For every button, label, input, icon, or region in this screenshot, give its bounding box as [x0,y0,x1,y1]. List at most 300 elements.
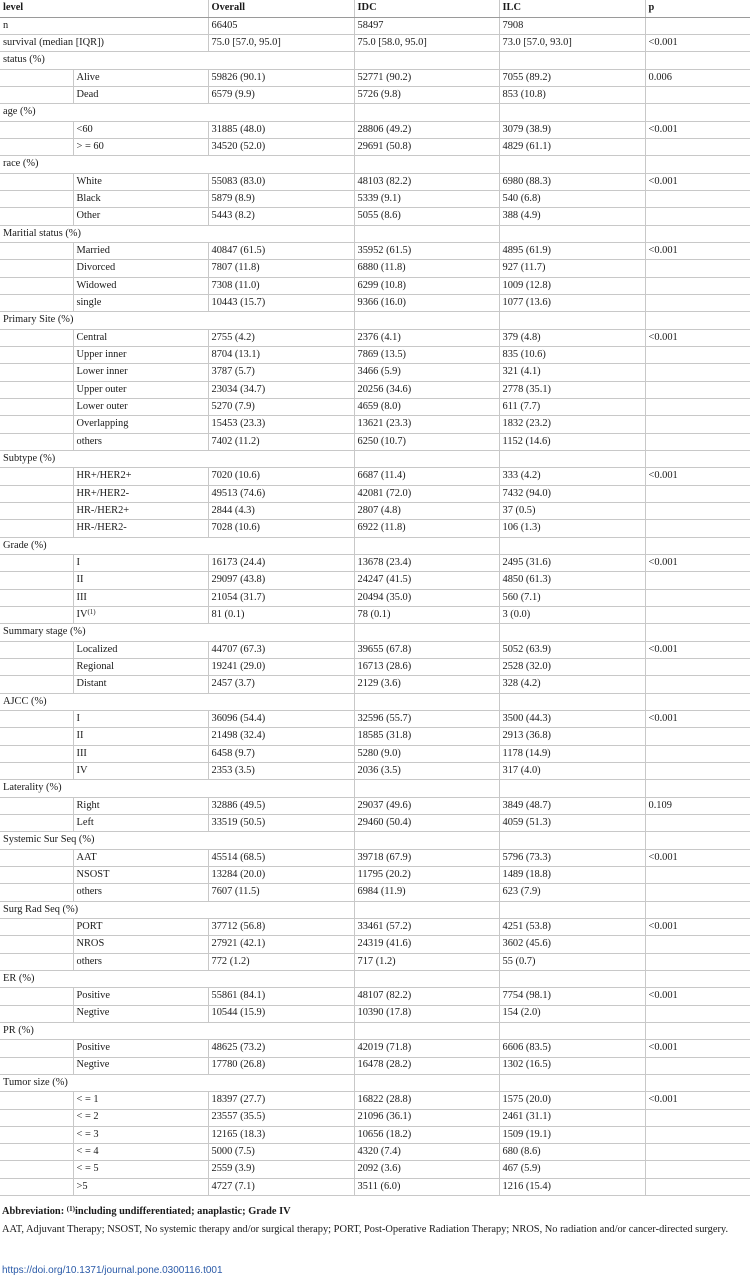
idc-value: 2129 (3.6) [354,676,499,693]
row-label-text: II [76,730,84,742]
p-value: <0.001 [645,1040,750,1057]
row-label [73,936,208,953]
row-label [73,814,208,831]
row-label [73,710,208,727]
table-row [0,191,750,208]
ilc-value: 55 (0.7) [499,953,645,970]
empty-cell [208,901,354,918]
table-row [0,35,750,52]
empty-cell [354,156,499,173]
indent-cell [0,381,73,398]
overall-value: 29097 (43.8) [208,572,354,589]
row-label-text: < = 5 [76,1163,99,1175]
ilc-value: 3 (0.0) [499,606,645,623]
idc-value: 13678 (23.4) [354,555,499,572]
idc-value: 7869 (13.5) [354,347,499,364]
group-label: Primary Site (%) [0,312,208,329]
ilc-value: 1575 (20.0) [499,1092,645,1109]
row-label [73,589,208,606]
indent-cell [0,1057,73,1074]
idc-value: 16478 (28.2) [354,1057,499,1074]
overall-value: 59826 (90.1) [208,69,354,86]
empty-cell [208,970,354,987]
row-label [73,416,208,433]
indent-cell [0,295,73,312]
empty-cell [499,537,645,554]
row-label-text: > = 60 [76,141,104,153]
indent-cell [0,1092,73,1109]
indent-cell [0,814,73,831]
overall-value: 8704 (13.1) [208,347,354,364]
table-row [0,728,750,745]
p-value [645,17,750,34]
ilc-value: 4251 (53.8) [499,918,645,935]
empty-cell [499,156,645,173]
p-value: <0.001 [645,173,750,190]
table-row [0,849,750,866]
indent-cell [0,676,73,693]
overall-value: 55861 (84.1) [208,988,354,1005]
table-row [0,208,750,225]
table-row [0,52,750,69]
empty-cell [645,1022,750,1039]
empty-cell [354,832,499,849]
table-row [0,156,750,173]
table-row [0,69,750,86]
empty-cell [354,780,499,797]
row-label-text: HR+/HER2+ [76,470,132,482]
idc-value: 32596 (55.7) [354,710,499,727]
overall-value: 10544 (15.9) [208,1005,354,1022]
indent-cell [0,1109,73,1126]
empty-cell [499,780,645,797]
table-row [0,797,750,814]
idc-value: 3511 (6.0) [354,1178,499,1195]
overall-value: 17780 (26.8) [208,1057,354,1074]
row-label-text: Upper inner [76,349,127,361]
empty-cell [354,693,499,710]
overall-value: 21498 (32.4) [208,728,354,745]
overall-value: 81 (0.1) [208,606,354,623]
p-value [645,606,750,623]
indent-cell [0,416,73,433]
ilc-value: 4850 (61.3) [499,572,645,589]
indent-cell [0,347,73,364]
table-row [0,641,750,658]
p-value [645,381,750,398]
ilc-value: 3602 (45.6) [499,936,645,953]
row-label-text: Negtive [76,1007,110,1019]
table-row [0,87,750,104]
p-value: <0.001 [645,710,750,727]
row-label [73,121,208,138]
ilc-value: 623 (7.9) [499,884,645,901]
empty-cell [354,312,499,329]
ilc-value: 2778 (35.1) [499,381,645,398]
overall-value: 5000 (7.5) [208,1144,354,1161]
row-label [73,676,208,693]
ilc-value: 7908 [499,17,645,34]
table-row [0,606,750,623]
row-label-text: Positive [76,1042,110,1054]
p-value [645,347,750,364]
row-label [73,1057,208,1074]
row-label-text: Localized [76,643,118,655]
row-label [73,1092,208,1109]
p-value: 0.109 [645,797,750,814]
idc-value: 29460 (50.4) [354,814,499,831]
table-row [0,347,750,364]
empty-cell [354,901,499,918]
indent-cell [0,953,73,970]
overall-value: 7402 (11.2) [208,433,354,450]
indent-cell [0,572,73,589]
empty-cell [354,624,499,641]
row-label-text: I [76,712,80,724]
row-label-text: <60 [76,123,93,135]
p-value: <0.001 [645,988,750,1005]
indent-cell [0,1005,73,1022]
row-label [73,69,208,86]
group-label: Grade (%) [0,537,208,554]
indent-cell [0,139,73,156]
idc-value: 29037 (49.6) [354,797,499,814]
empty-cell [208,832,354,849]
row-label [73,399,208,416]
indent-cell [0,710,73,727]
row-label-text: Married [76,245,110,257]
row-label [73,347,208,364]
row-label-text: Lower inner [76,366,128,378]
overall-value: 44707 (67.3) [208,641,354,658]
row-label [73,1126,208,1143]
p-value: <0.001 [645,468,750,485]
row-label-text: Upper outer [76,383,127,395]
row-label [73,433,208,450]
p-value [645,936,750,953]
ilc-value: 379 (4.8) [499,329,645,346]
row-label-text: < = 3 [76,1128,99,1140]
p-value [645,1161,750,1178]
indent-cell [0,1144,73,1161]
row-label [73,277,208,294]
table-header-row [0,0,750,17]
row-label [73,728,208,745]
empty-cell [645,451,750,468]
row-label-text: NROS [76,938,105,950]
idc-value: 10390 (17.8) [354,1005,499,1022]
overall-value: 16173 (24.4) [208,555,354,572]
table-row [0,1074,750,1091]
footnote-marker: (1) [66,1205,75,1213]
table-row [0,1057,750,1074]
group-label: Maritial status (%) [0,225,208,242]
idc-value: 5280 (9.0) [354,745,499,762]
row-label-text: Divorced [76,262,116,274]
table-row [0,572,750,589]
table-row [0,710,750,727]
row-label-text: Regional [76,660,115,672]
p-value [645,676,750,693]
table-row [0,780,750,797]
empty-cell [208,312,354,329]
overall-value: 2457 (3.7) [208,676,354,693]
table-row [0,329,750,346]
group-label: Systemic Sur Seq (%) [0,832,208,849]
empty-cell [354,451,499,468]
ilc-value: 37 (0.5) [499,503,645,520]
p-value [645,953,750,970]
p-value [645,658,750,675]
row-label [73,606,208,623]
p-value: <0.001 [645,555,750,572]
idc-value: 2807 (4.8) [354,503,499,520]
ilc-value: 1216 (15.4) [499,1178,645,1195]
table-row [0,312,750,329]
p-value [645,399,750,416]
p-value [645,485,750,502]
p-value [645,191,750,208]
p-value: <0.001 [645,1092,750,1109]
table-row [0,658,750,675]
table-row [0,884,750,901]
row-label-text: Widowed [76,279,117,291]
p-value [645,1109,750,1126]
table-row [0,104,750,121]
table-row [0,745,750,762]
indent-cell [0,260,73,277]
indent-cell [0,728,73,745]
group-label: Subtype (%) [0,451,208,468]
row-label [73,364,208,381]
row-label-text: Overlapping [76,418,129,430]
header-overall: Overall [208,0,354,17]
p-value [645,416,750,433]
table-row [0,901,750,918]
table-row [0,260,750,277]
overall-value: 5443 (8.2) [208,208,354,225]
indent-cell [0,191,73,208]
row-label-text: II [76,574,84,586]
idc-value: 11795 (20.2) [354,866,499,883]
p-value [645,1057,750,1074]
ilc-value: 2528 (32.0) [499,658,645,675]
row-label [73,918,208,935]
abbreviation-definitions: AAT, Adjuvant Therapy; NSOST, No systemic therapy and/or surgical therapy; PORT, Post-Operative Radiation Therapy; NROS, No radiation and/or cancer-directed surgery. [2,1224,729,1235]
overall-value: 12165 (18.3) [208,1126,354,1143]
ilc-value: 3500 (44.3) [499,710,645,727]
row-label [73,1178,208,1195]
empty-cell [499,970,645,987]
row-label [73,797,208,814]
indent-cell [0,87,73,104]
row-label-text: others [76,435,102,447]
idc-value: 42019 (71.8) [354,1040,499,1057]
row-label-text: Dead [76,89,99,101]
idc-value: 10656 (18.2) [354,1126,499,1143]
ilc-value: 1489 (18.8) [499,866,645,883]
row-label-text: Left [76,816,94,828]
table-row [0,416,750,433]
table-row [0,1092,750,1109]
empty-cell [499,1022,645,1039]
row-label [73,849,208,866]
ilc-value: 6980 (88.3) [499,173,645,190]
table-row [0,1022,750,1039]
indent-cell [0,208,73,225]
overall-value: 6458 (9.7) [208,745,354,762]
empty-cell [499,225,645,242]
p-value [645,814,750,831]
table-row [0,832,750,849]
idc-value: 6250 (10.7) [354,433,499,450]
group-label: PR (%) [0,1022,208,1039]
overall-value: 10443 (15.7) [208,295,354,312]
row-label-text: AAT [76,851,97,863]
doi-link[interactable]: https://doi.org/10.1371/journal.pone.0300116.t001 [2,1265,223,1276]
overall-value: 23557 (35.5) [208,1109,354,1126]
indent-cell [0,173,73,190]
indent-cell [0,503,73,520]
overall-value: 66405 [208,17,354,34]
overall-value: 2559 (3.9) [208,1161,354,1178]
p-value [645,208,750,225]
empty-cell [354,225,499,242]
overall-value: 3787 (5.7) [208,364,354,381]
table-row [0,1178,750,1195]
p-value: <0.001 [645,918,750,935]
idc-value: 24319 (41.6) [354,936,499,953]
empty-cell [208,780,354,797]
ilc-value: 7055 (89.2) [499,69,645,86]
row-label-text: < = 4 [76,1146,99,1158]
indent-cell [0,589,73,606]
row-label-text: Negtive [76,1059,110,1071]
idc-value: 24247 (41.5) [354,572,499,589]
indent-cell [0,1178,73,1195]
idc-value: 13621 (23.3) [354,416,499,433]
ilc-value: 1178 (14.9) [499,745,645,762]
p-value [645,1144,750,1161]
row-label [73,520,208,537]
row-label [73,295,208,312]
ilc-value: 611 (7.7) [499,399,645,416]
row-label [73,1144,208,1161]
empty-cell [645,780,750,797]
p-value: <0.001 [645,121,750,138]
empty-cell [354,52,499,69]
indent-cell [0,745,73,762]
overall-value: 5879 (8.9) [208,191,354,208]
empty-cell [645,624,750,641]
ilc-value: 467 (5.9) [499,1161,645,1178]
indent-cell [0,606,73,623]
overall-value: 21054 (31.7) [208,589,354,606]
row-label [73,191,208,208]
table-row [0,970,750,987]
idc-value: 4659 (8.0) [354,399,499,416]
row-label-text: single [76,297,102,309]
row-label-text: III [76,591,87,603]
header-p: p [645,0,750,17]
group-label: Laterality (%) [0,780,208,797]
empty-cell [499,104,645,121]
ilc-value: 1152 (14.6) [499,433,645,450]
empty-cell [208,52,354,69]
p-value [645,884,750,901]
abbreviation-prefix: Abbreviation: [2,1206,67,1217]
indent-cell [0,468,73,485]
ilc-value: 1302 (16.5) [499,1057,645,1074]
row-label [73,1161,208,1178]
table-row [0,693,750,710]
row-label [73,884,208,901]
table-row [0,1109,750,1126]
indent-cell [0,658,73,675]
footnote-marker: (1) [87,607,96,616]
table-row [0,1126,750,1143]
p-value [645,277,750,294]
empty-cell [208,104,354,121]
overall-value: 55083 (83.0) [208,173,354,190]
table-row [0,451,750,468]
empty-cell [645,970,750,987]
ilc-value: 560 (7.1) [499,589,645,606]
empty-cell [499,312,645,329]
indent-cell [0,69,73,86]
empty-cell [645,104,750,121]
ilc-value: 1009 (12.8) [499,277,645,294]
row-label [73,658,208,675]
p-value [645,260,750,277]
group-label: status (%) [0,52,208,69]
ilc-value: 2495 (31.6) [499,555,645,572]
ilc-value: 4059 (51.3) [499,814,645,831]
table-row [0,173,750,190]
ilc-value: 3849 (48.7) [499,797,645,814]
empty-cell [354,104,499,121]
row-label [73,208,208,225]
table-row [0,503,750,520]
table-row [0,277,750,294]
indent-cell [0,433,73,450]
idc-value: 21096 (36.1) [354,1109,499,1126]
overall-value: 34520 (52.0) [208,139,354,156]
indent-cell [0,1126,73,1143]
table-row [0,1144,750,1161]
ilc-value: 6606 (83.5) [499,1040,645,1057]
p-value [645,728,750,745]
empty-cell [354,970,499,987]
abbreviation-title [2,1204,746,1220]
ilc-value: 835 (10.6) [499,347,645,364]
header-idc: IDC [354,0,499,17]
indent-cell [0,641,73,658]
row-label [73,243,208,260]
ilc-value: 73.0 [57.0, 93.0] [499,35,645,52]
ilc-value: 4895 (61.9) [499,243,645,260]
row-label-text: Lower outer [76,401,128,412]
idc-value: 16713 (28.6) [354,658,499,675]
table-row [0,121,750,138]
indent-cell [0,762,73,779]
idc-value: 20494 (35.0) [354,589,499,606]
empty-cell [354,1074,499,1091]
idc-value: 16822 (28.8) [354,1092,499,1109]
p-value [645,866,750,883]
empty-cell [354,1022,499,1039]
indent-cell [0,399,73,416]
